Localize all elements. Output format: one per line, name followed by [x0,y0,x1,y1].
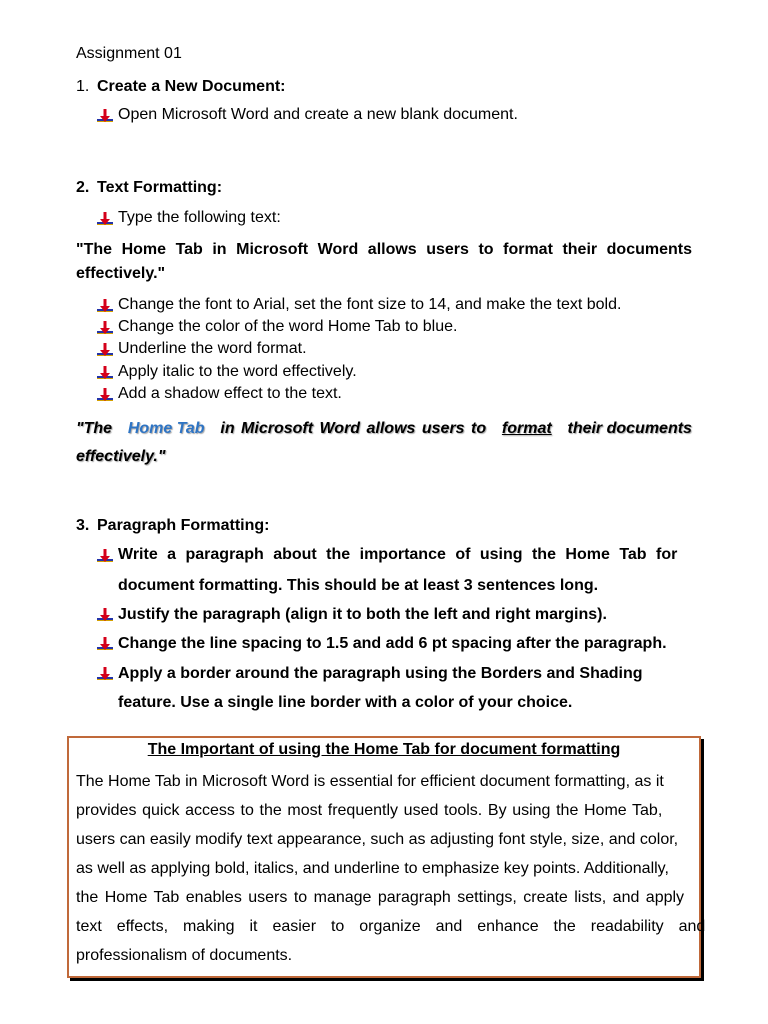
box-line-text: as well as applying bold, italics, and underline to emphasize key points. Additionally, [76,860,669,877]
section-2-title: Text Formatting: [97,179,223,196]
arrow-bullet-icon [97,320,113,336]
box-line [76,947,692,965]
box-line [76,918,706,936]
list-item-text: Write a paragraph about the importance of using the Home Tab for [118,546,678,563]
styled-middle: in Microsoft Word allows users to [220,420,487,437]
list-item: Underline the word format. [118,340,307,357]
box-line-text: professionalism of documents. [76,947,293,964]
list-item: Justify the paragraph (align it to both the left and right margins). [118,606,607,623]
arrow-bullet-icon [97,548,113,564]
arrow-bullet-icon [97,108,113,124]
arrow-bullet-icon [97,298,113,314]
home-tab-word: Home Tab [127,420,205,437]
arrow-bullet-icon [97,636,113,652]
section-3-title: Paragraph Formatting: [97,517,270,534]
section-2-number: 2. [76,179,90,196]
box-line-text: users can easily modify text appearance, such as adjusting font style, size, and color, [76,831,679,848]
list-item: Apply italic to the word effectively. [118,363,357,380]
list-item [118,546,692,564]
format-word: format [501,420,552,437]
box-line [76,802,692,820]
list-item: Add a shadow effect to the text. [118,385,342,402]
arrow-bullet-icon [97,342,113,358]
box-line [76,831,692,849]
quote-line-2: effectively." [76,265,166,282]
arrow-bullet-icon [97,607,113,623]
box-line [76,860,692,878]
arrow-bullet-icon [97,211,113,227]
arrow-bullet-icon [97,387,113,403]
section-1-title: Create a New Document: [97,78,286,95]
box-line-text: the Home Tab enables users to manage paragraph settings, create lists, and apply [76,889,685,906]
box-line-text: The Home Tab in Microsoft Word is essential for efficient document formatting, as it [76,773,664,790]
section-3-number: 3. [76,517,90,534]
styled-sample-line-1 [76,420,692,438]
list-item: Type the following text: [118,209,281,226]
list-item: Apply a border around the paragraph using the Borders and Shading [118,665,643,682]
list-item: Change the color of the word Home Tab to blue. [118,318,458,335]
assignment-heading: Assignment 01 [76,45,182,62]
box-line-text: provides quick access to the most frequently used tools. By using the Home Tab, [76,802,663,819]
box-line-text: text effects, making it easier to organize and enhance the readability and [76,918,706,935]
list-item: Change the font to Arial, set the font size to 14, and make the text bold. [118,296,622,313]
list-item: Open Microsoft Word and create a new blank document. [118,106,518,123]
box-line [76,773,692,791]
quote-line-1 [76,241,692,259]
list-item-continuation: feature. Use a single line border with a color of your choice. [118,694,573,711]
box-title: The Important of using the Home Tab for document formatting [147,741,621,758]
box-line [76,889,692,907]
styled-quote-open: "The [76,420,113,437]
list-item: Change the line spacing to 1.5 and add 6 pt spacing after the paragraph. [118,635,667,652]
styled-sample-line-2: effectively." [76,448,166,465]
bordered-paragraph-box [67,736,706,978]
quote-text: "The Home Tab in Microsoft Word allows users to format their documents [76,241,692,258]
list-item-continuation: document formatting. This should be at least 3 sentences long. [118,577,599,594]
section-1-number: 1. [76,78,90,95]
arrow-bullet-icon [97,365,113,381]
arrow-bullet-icon [97,666,113,682]
styled-end: their documents [567,420,692,437]
